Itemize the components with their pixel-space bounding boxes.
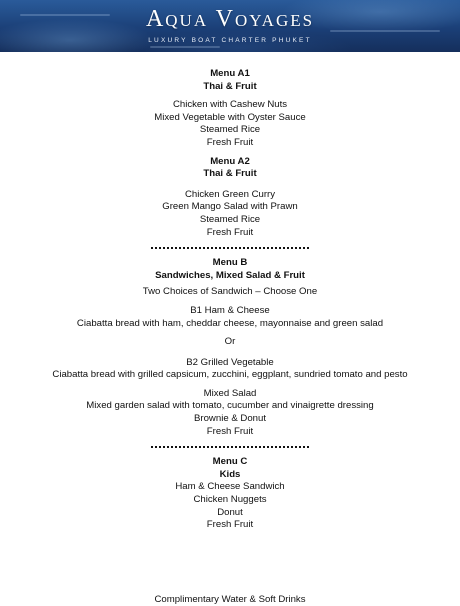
menu-item: Chicken Nuggets (193, 494, 267, 506)
menu-item: Brownie & Donut (194, 413, 266, 425)
menu-item: Chicken with Cashew Nuts (172, 99, 288, 111)
menu-b-intro: Two Choices of Sandwich – Choose One (142, 286, 318, 298)
menu-a2-subtitle: Thai & Fruit (203, 168, 257, 180)
menu-item: Green Mango Salad with Prawn (162, 201, 298, 213)
menu-c-title: Menu C (212, 456, 248, 468)
menu-c-section (0, 456, 460, 532)
menu-item: Fresh Fruit (206, 425, 254, 437)
menu-a2-section (0, 156, 460, 240)
mixed-salad-title: Mixed Salad (203, 387, 257, 399)
footer-note: Complimentary Water & Soft Drinks (154, 594, 306, 605)
brand-logo-text: Aqua Voyages (145, 6, 315, 32)
menu-c-subtitle: Kids (219, 468, 241, 480)
menu-b-subtitle: Sandwiches, Mixed Salad & Fruit (155, 269, 305, 281)
mixed-salad-description: Mixed garden salad with tomato, cucumber and vinaigrette dressing (86, 400, 374, 412)
or-separator: Or (224, 336, 236, 348)
menu-a1-subtitle: Thai & Fruit (203, 80, 257, 92)
header-banner (0, 0, 460, 52)
option-b1-title: B1 Ham & Cheese (190, 304, 270, 316)
menu-a1-section (0, 68, 460, 150)
water-streak (150, 46, 220, 48)
brand-tagline: LUXURY BOAT CHARTER PHUKET (148, 37, 312, 44)
menu-item: Donut (217, 506, 243, 518)
option-b2-title: B2 Grilled Vegetable (186, 356, 274, 368)
option-b2-description: Ciabatta bread with grilled capsicum, zucchini, eggplant, sundried tomato and pesto (52, 369, 408, 381)
menu-item: Ham & Cheese Sandwich (175, 481, 285, 493)
option-b1-description: Ciabatta bread with ham, cheddar cheese, mayonnaise and green salad (76, 317, 384, 329)
menu-content (0, 68, 460, 532)
menu-a1-title: Menu A1 (210, 68, 250, 79)
menu-item: Steamed Rice (199, 213, 261, 225)
menu-a2-title: Menu A2 (210, 155, 250, 167)
menu-item: Fresh Fruit (206, 136, 254, 148)
menu-item: Fresh Fruit (206, 226, 254, 238)
menu-item: Mixed Vegetable with Oyster Sauce (154, 111, 306, 123)
menu-b-section (0, 257, 460, 438)
menu-item: Fresh Fruit (206, 519, 254, 531)
menu-b-title: Menu B (212, 257, 248, 269)
menu-item: Steamed Rice (199, 124, 261, 136)
menu-item: Chicken Green Curry (184, 188, 276, 200)
